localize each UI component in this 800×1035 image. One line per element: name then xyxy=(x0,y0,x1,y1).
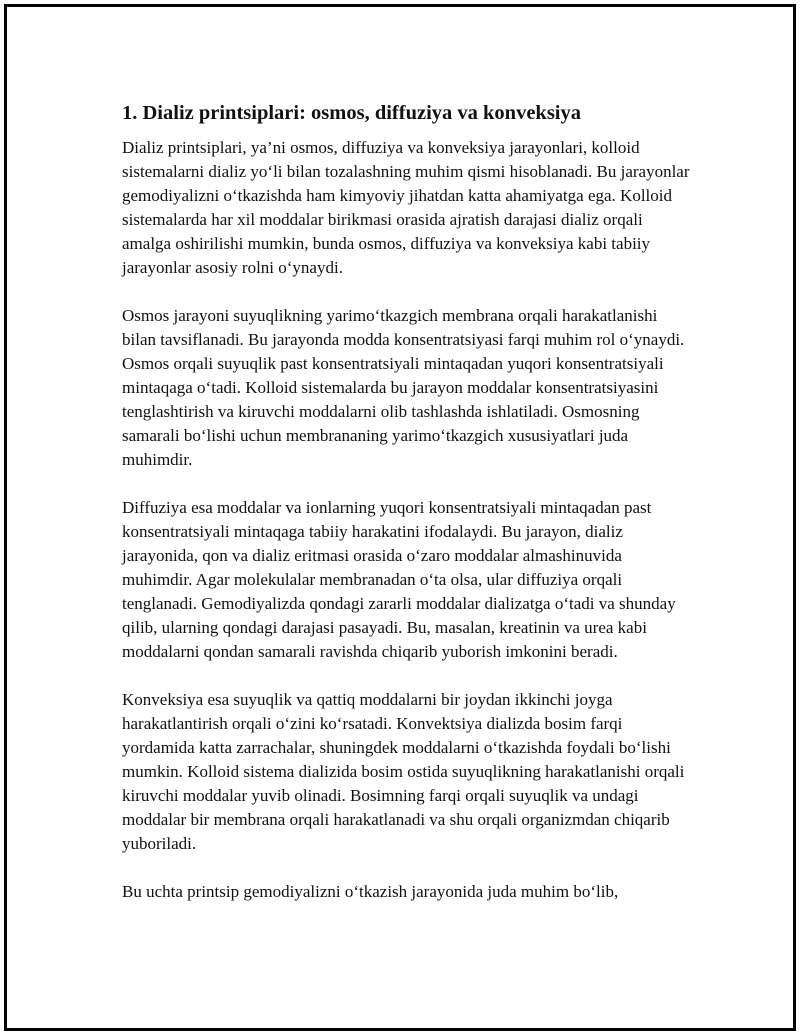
page-frame xyxy=(4,4,796,1031)
document-body xyxy=(122,100,692,904)
paragraph-diffusion: Diffuziya esa moddalar va ionlarning yuqori konsentratsiyali mintaqadan past konsentratsiyali mintaqaga tabiiy harakatini ifodalaydi. Bu jarayon, dializ jarayonida, qon va dializ eritmasi orasida o‘zaro moddalar almashinuvida muhimdir. Agar molekulalar membranadan o‘ta olsa, ular diffuziya orqali tenglanadi. Gemodiyalizda qondagi zararli moddalar dializatga o‘tadi va shunday qilib, ularning qondagi darajasi pasayadi. Bu, masalan, kreatinin va urea kabi moddalarni qondan samarali ravishda chiqarib yuborish imkonini beradi. xyxy=(122,498,676,661)
paragraph-summary: Bu uchta printsip gemodiyalizni o‘tkazish jarayonida juda muhim bo‘lib, xyxy=(122,882,619,901)
paragraph-osmosis: Osmos jarayoni suyuqlikning yarimo‘tkazgich membrana orqali harakatlanishi bilan tavsiflanadi. Bu jarayonda modda konsentratsiyasi farqi muhim rol o‘ynaydi. Osmos orqali suyuqlik past konsentratsiyali mintaqadan yuqori konsentratsiyali mintaqaga o‘tadi. Kolloid sistemalarda bu jarayon moddalar konsentratsiyasini tenglashtirish va kiruvchi moddalarni olib tashlashda ishlatiladi. Osmosning samarali bo‘lishi uchun membrananing yarimo‘tkazgich xususiyatlari juda muhimdir. xyxy=(122,306,685,469)
paragraph-convection: Konveksiya esa suyuqlik va qattiq moddalarni bir joydan ikkinchi joyga harakatlantirish orqali o‘zini ko‘rsatadi. Konvektsiya dializda bosim farqi yordamida katta zarrachalar, shuningdek moddalarni o‘tkazishda foydali bo‘lishi mumkin. Kolloid sistema dializida bosim ostida suyuqlikning harakatlanishi orqali kiruvchi moddalar yuvib olinadi. Bosimning farqi orqali suyuqlik va undagi moddalar bir membrana orqali harakatlanadi va shu orqali organizmdan chiqarib yuboriladi. xyxy=(122,690,685,853)
section-heading: 1. Dializ printsiplari: osmos, diffuziya va konveksiya xyxy=(122,102,582,124)
paragraph-dialysis-principles: Dializ printsiplari, ya’ni osmos, diffuziya va konveksiya jarayonlari, kolloid sistemalarni dializ yo‘li bilan tozalashning muhim qismi hisoblanadi. Bu jarayonlar gemodiyalizni o‘tkazishda ham kimyoviy jihatdan katta ahamiyatga ega. Kolloid sistemalarda har xil moddalar birikmasi orasida ajratish darajasi dializ orqali amalga oshirilishi mumkin, bunda osmos, diffuziya va konveksiya kabi tabiiy jarayonlar asosiy rolni o‘ynaydi. xyxy=(122,138,690,277)
